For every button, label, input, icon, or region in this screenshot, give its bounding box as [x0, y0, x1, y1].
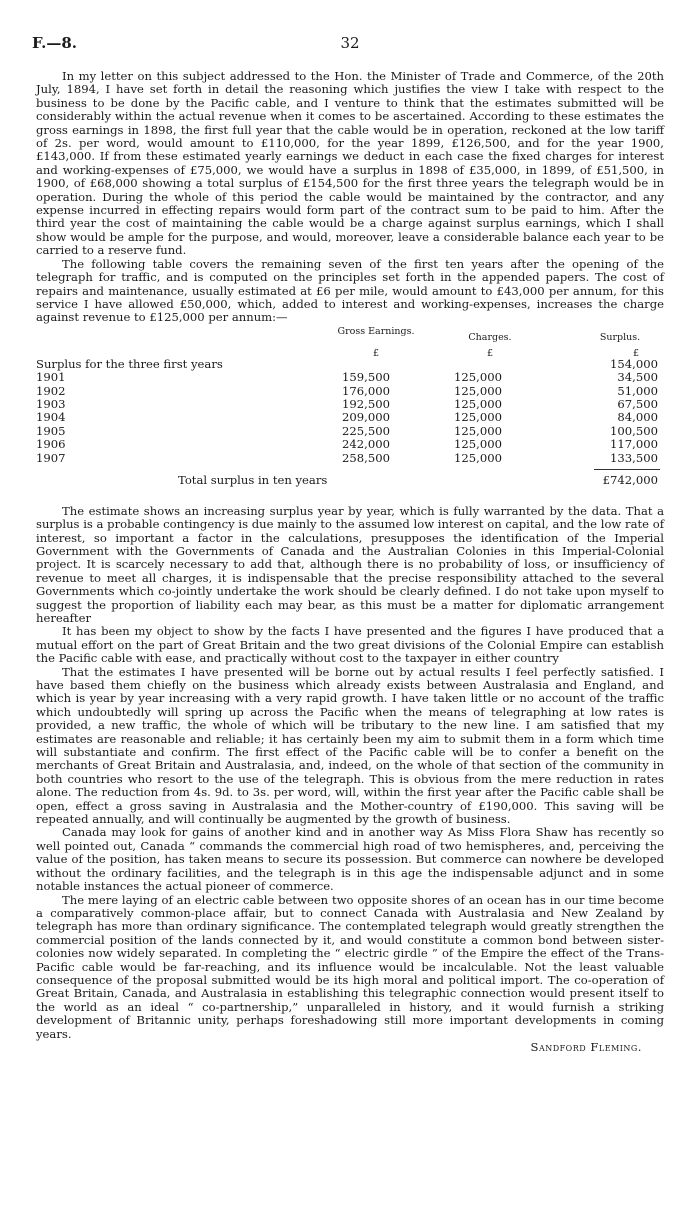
- paragraph: It has been my object to show by the facts I have presented and the figures I have produced that a mutual effort on the part of Great Britain and the two great divisions of the Colonial Empire can establish the Pacific cable with ease, and practically without cost to the taxpayer in either country: [36, 624, 664, 666]
- page-header: [32, 34, 668, 54]
- page-number: 32: [340, 34, 360, 52]
- surplus-cell: 67,500: [617, 396, 658, 411]
- paragraph: Canada may look for gains of another kind and in another way As Miss Flora Shaw has recently so well pointed out, Canada “ commands the commercial high road of two hemispheres, and, perceiving the value of the position, has taken means to secure its possession. But commerce can nowhere be developed without the ordinary facilities, and the telegraph is in this age the indispensable adjunct and in some notable instances the actual pioneer of commerce.: [36, 825, 664, 894]
- total-label: Total surplus in ten years: [178, 472, 328, 487]
- row-label: Surplus for the three first years: [36, 356, 223, 371]
- document-reference: F.—8.: [32, 34, 78, 52]
- year-cell: 1907: [36, 450, 66, 465]
- gross-cell: 176,000: [342, 383, 390, 398]
- charges-cell: 125,000: [454, 410, 502, 425]
- year-cell: 1906: [36, 437, 66, 452]
- charges-cell: 125,000: [454, 370, 502, 385]
- gross-cell: 159,500: [342, 370, 390, 385]
- table-row: [36, 398, 664, 411]
- gross-cell: 242,000: [342, 437, 390, 452]
- year-cell: 1905: [36, 423, 66, 438]
- column-header-surplus: Surplus.: [599, 331, 641, 343]
- charges-cell: 125,000: [454, 396, 502, 411]
- column-header-gross: Gross Earnings.: [337, 325, 415, 337]
- surplus-cell: 84,000: [617, 410, 658, 425]
- year-cell: 1904: [36, 410, 66, 425]
- table-row: [36, 411, 664, 424]
- surplus-cell: 117,000: [610, 437, 658, 452]
- unit-surplus: £: [632, 347, 640, 359]
- paragraph: That the estimates I have presented will be borne out by actual results I feel perfectly satisfied. I have based them chiefly on the business which already exists between Australasia and England, and which is year by year increasing with a very rapid growth. I have taken little or no account of the traffic which undoubtedly will spring up across the Pacific when the means of telegraphing at low rates is provided, a new traffic, the whole of which will be tributary to the new line. I am satisfied that my estimates are reasonable and reliable; it has certainly been my aim to submit them in a form which time will substantiate and confirm. The first effect of the Pacific cable will be to confer a benefit on the merchants of Great Britain and Australasia, and, indeed, on the whole of that section of the community in both countries who resort to the use of the telegraph. This is obvious from the mere reduction in rates alone. The reduction from 4s. 9d. to 3s. per word, will, within the first year after the Pacific cable shall be open, effect a gross saving in Australasia and the Mother-country of £190,000. This saving will be repeated annually, and will continually be augmented by the growth of business.: [36, 664, 664, 827]
- document-body: [36, 70, 664, 1054]
- total-rule: [594, 469, 660, 470]
- charges-cell: 125,000: [454, 383, 502, 398]
- total-row: [36, 474, 664, 487]
- charges-cell: 125,000: [454, 437, 502, 452]
- unit-gross: £: [372, 347, 380, 359]
- gross-cell: 192,500: [342, 396, 390, 411]
- column-header-charges: Charges.: [468, 331, 512, 343]
- paragraph: The mere laying of an electric cable between two opposite shores of an ocean has in our time become a comparatively common-place affair, but to connect Canada with Australasia and New Zealand by telegraph has more than ordinary significance. The contemplated telegraph would greatly strengthen the commercial position of the lands connected by it, and would constitute a common bond between sister-colonies now widely separated. In completing the “ electric girdle ” of the Empire the effect of the Trans-Pacific cable would be far-reaching, and its influence would be incalculable. Not the least valuable consequence of the proposal submitted would be its high moral and political import. The co-operation of Great Britain, Canada, and Australasia in establishing this telegraphic connection would present itself to the world as an ideal “ co-partnership,” unparalleled in history, and it would furnish a striking development of Britannic unity, perhaps foreshadowing still more important developments in coming years.: [36, 892, 664, 1041]
- gross-cell: 209,000: [342, 410, 390, 425]
- table-row: [36, 452, 664, 465]
- table-row: [36, 438, 664, 451]
- table-row: [36, 425, 664, 438]
- earnings-table: [36, 327, 664, 505]
- surplus-cell: 34,500: [617, 370, 658, 385]
- unit-charges: £: [486, 347, 494, 359]
- total-value: £742,000: [602, 472, 658, 487]
- year-cell: 1902: [36, 383, 66, 398]
- gross-cell: 258,500: [342, 450, 390, 465]
- gross-cell: 225,500: [342, 423, 390, 438]
- surplus-cell: 154,000: [610, 356, 658, 371]
- table-row: [36, 371, 664, 384]
- surplus-cell: 100,500: [610, 423, 658, 438]
- charges-cell: 125,000: [454, 450, 502, 465]
- charges-cell: 125,000: [454, 423, 502, 438]
- year-cell: 1901: [36, 370, 66, 385]
- signature: Sandford Fleming.: [530, 1039, 642, 1054]
- table-row: [36, 358, 664, 371]
- surplus-cell: 51,000: [617, 383, 658, 398]
- table-row: [36, 385, 664, 398]
- paragraph: The estimate shows an increasing surplus year by year, which is fully warranted by the data. That a surplus is a probable contingency is due mainly to the assumed low interest on capital, and the low rate of interest, so important a factor in the calculations, presupposes the identification of the Imperial Government with the Governments of Canada and the Australian Colonies in this Imperial-Colonial project. It is scarcely necessary to add that, although there is no probability of loss, or insufficiency of revenue to meet all charges, it is indispensable that the precise responsibility attached to the several Governments which co-jointly undertake the work should be clearly defined. I do not take upon myself to suggest the proportion of liability each may bear, as this must be a matter for diplomatic arrangement hereafter: [36, 503, 664, 625]
- surplus-cell: 133,500: [610, 450, 658, 465]
- year-cell: 1903: [36, 396, 66, 411]
- paragraph: In my letter on this subject addressed to the Hon. the Minister of Trade and Commerce, of the 20th July, 1894, I have set forth in detail the reasoning which justifies the view I take with respect to the business to be done by the Pacific cable, and I venture to think that the estimates submitted will be considerably within the actual revenue when it comes to be ascertained. According to these estimates the gross earnings in 1898, the first full year that the cable would be in operation, reckoned at the low tariff of 2s. per word, would amount to £110,000, for the year 1899, £126,500, and for the year 1900, £143,000. If from these estimated yearly earnings we deduct in each case the fixed charges for interest and working-expenses of £75,000, we would have a surplus in 1898 of £35,000, in 1899, of £51,500, in 1900, of £68,000 showing a total surplus of £154,500 for the first three years the telegraph would be in operation. During the whole of this period the cable would be maintained by the contractor, and any expense incurred in effecting repairs would form part of the contract sum to be paid to him. After the third year the cost of maintaining the cable would be a charge against surplus earnings, which I shall show would be ample for the purpose, and would, moreover, leave a considerable balance each year to be carried to a reserve fund.: [36, 69, 664, 258]
- paragraph: The following table covers the remaining seven of the first ten years after the opening of the telegraph for traffic, and is computed on the principles set forth in the appended papers. The cost of repairs and maintenance, usually estimated at £6 per mile, would amount to £43,000 per annum, for this service I have allowed £50,000, which, added to interest and working-expenses, increases the charge against revenue to £125,000 per annum:—: [36, 256, 664, 325]
